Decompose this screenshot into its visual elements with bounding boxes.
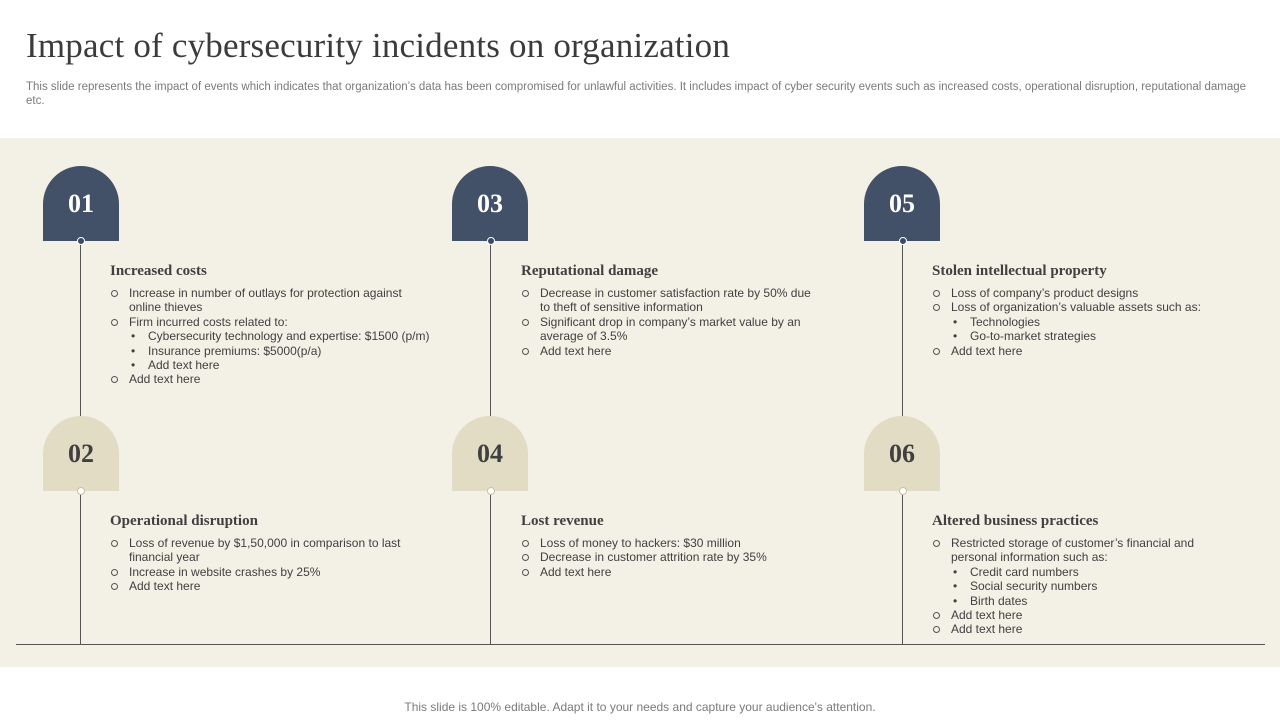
list-item: • Technologies bbox=[932, 315, 1252, 329]
card-title: Lost revenue bbox=[521, 513, 604, 529]
card-increased-costs bbox=[110, 263, 430, 387]
badge-02: 02 bbox=[43, 416, 119, 491]
list-item: Decrease in customer satisfaction rate by 50% due to theft of sensitive information bbox=[521, 286, 811, 315]
list-item: Significant drop in company’s market value by an average of 3.5% bbox=[521, 315, 811, 344]
list-item: • Insurance premiums: $5000(p/a) bbox=[110, 344, 430, 358]
badge-04: 04 bbox=[452, 416, 528, 491]
page-subtitle: This slide represents the impact of events which indicates that organization’s data has been compromised for unlawful activities. It includes impact of cyber security events such as increased costs, operational disruption, reputational damage etc. bbox=[26, 81, 1247, 107]
node-dot bbox=[487, 237, 495, 245]
list-item: • Cybersecurity technology and expertise: $1500 (p/m) bbox=[110, 329, 430, 343]
list-item: Increase in number of outlays for protection against online thieves bbox=[110, 286, 430, 315]
list-item: Add text here bbox=[110, 372, 430, 386]
list-item: Firm incurred costs related to: bbox=[110, 315, 430, 329]
card-lost-revenue bbox=[521, 513, 841, 579]
bullet-list bbox=[932, 286, 1252, 358]
connector-line bbox=[490, 491, 491, 644]
bullet-list bbox=[110, 536, 430, 594]
list-item: Loss of company’s product designs bbox=[932, 286, 1252, 300]
card-title: Altered business practices bbox=[932, 513, 1099, 529]
card-title: Reputational damage bbox=[521, 263, 659, 279]
list-item: Loss of organization’s valuable assets such as: bbox=[932, 300, 1252, 314]
list-item: • Social security numbers bbox=[932, 579, 1207, 593]
card-stolen-intellectual-property bbox=[932, 263, 1252, 358]
card-operational-disruption bbox=[110, 513, 430, 594]
connector-line bbox=[902, 241, 903, 416]
node-dot bbox=[77, 237, 85, 245]
list-item: Add text here bbox=[521, 344, 811, 358]
page-title: Impact of cybersecurity incidents on organization bbox=[26, 26, 731, 65]
connector-line bbox=[80, 491, 81, 644]
list-item: Restricted storage of customer’s financial and personal information such as: bbox=[932, 536, 1207, 565]
badge-03: 03 bbox=[452, 166, 528, 241]
connector-line bbox=[902, 491, 903, 644]
connector-line bbox=[490, 241, 491, 416]
bullet-list bbox=[110, 286, 430, 387]
node-dot bbox=[899, 487, 907, 495]
node-dot bbox=[899, 237, 907, 245]
node-dot bbox=[77, 487, 85, 495]
bullet-list bbox=[932, 536, 1207, 637]
node-dot bbox=[487, 487, 495, 495]
bullet-list bbox=[521, 286, 811, 358]
list-item: Decrease in customer attrition rate by 35% bbox=[521, 550, 841, 564]
bullet-list bbox=[521, 536, 841, 579]
list-item: Increase in website crashes by 25% bbox=[110, 565, 430, 579]
card-altered-business-practices bbox=[932, 513, 1252, 637]
badge-01: 01 bbox=[43, 166, 119, 241]
list-item: Loss of money to hackers: $30 million bbox=[521, 536, 841, 550]
card-reputational-damage bbox=[521, 263, 841, 358]
list-item: Add text here bbox=[932, 344, 1252, 358]
list-item: Add text here bbox=[521, 565, 841, 579]
badge-06: 06 bbox=[864, 416, 940, 491]
list-item: • Birth dates bbox=[932, 594, 1207, 608]
list-item: • Credit card numbers bbox=[932, 565, 1207, 579]
footer-note: This slide is 100% editable. Adapt it to your needs and capture your audience's attention. bbox=[404, 700, 876, 714]
list-item: Loss of revenue by $1,50,000 in comparison to last financial year bbox=[110, 536, 430, 565]
list-item: Add text here bbox=[932, 608, 1207, 622]
card-title: Operational disruption bbox=[110, 513, 258, 529]
list-item: • Go-to-market strategies bbox=[932, 329, 1252, 343]
list-item: Add text here bbox=[110, 579, 430, 593]
timeline-baseline bbox=[16, 644, 1265, 645]
card-title: Stolen intellectual property bbox=[932, 263, 1107, 279]
card-title: Increased costs bbox=[110, 263, 207, 279]
badge-05: 05 bbox=[864, 166, 940, 241]
connector-line bbox=[80, 241, 81, 416]
list-item: • Add text here bbox=[110, 358, 430, 372]
list-item: Add text here bbox=[932, 622, 1207, 636]
